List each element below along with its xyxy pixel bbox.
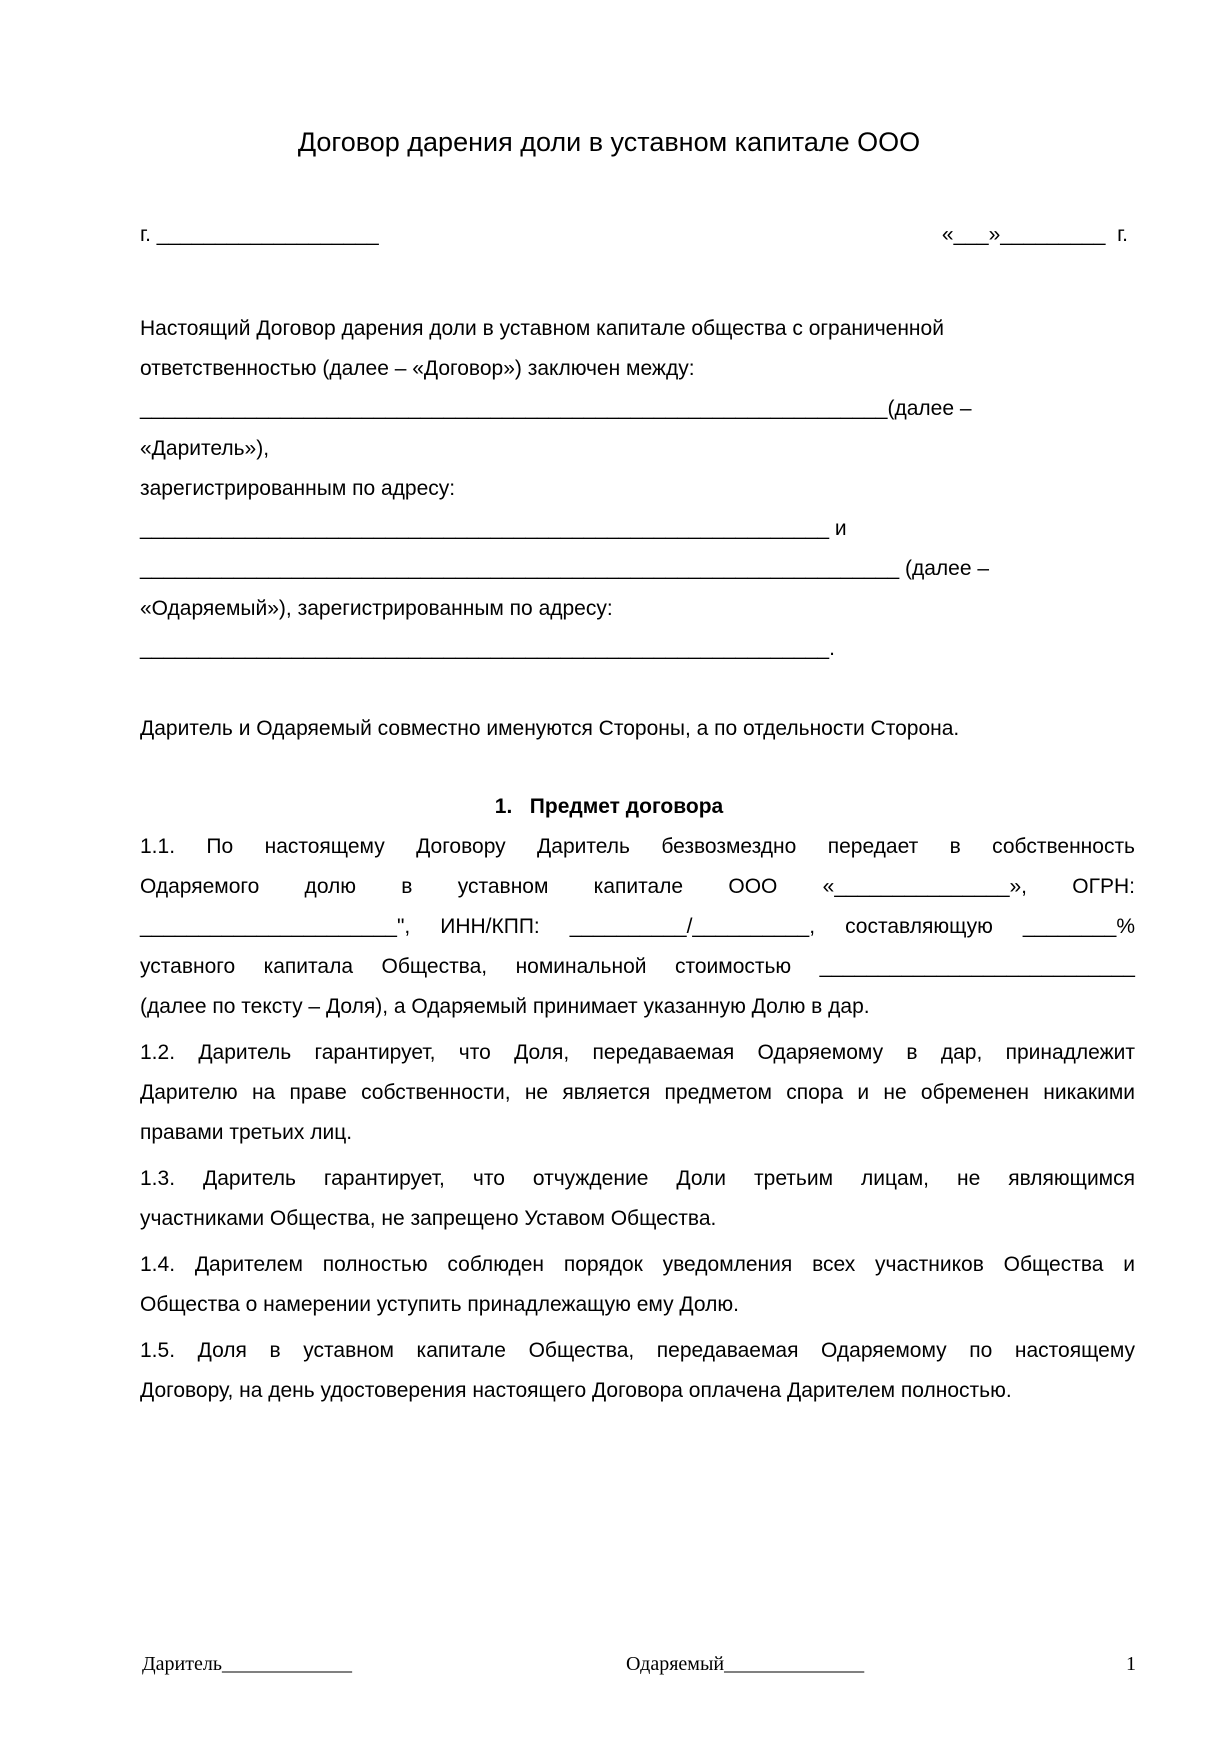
recipient-name-blank: _________________________________________________________________ (далее – xyxy=(140,557,990,580)
clause-1-4-line: 1.4. Дарителем полностью соблюден порядок уведомления всех участников Общества и xyxy=(140,1253,1135,1276)
clause-1-5-line: Договору, на день удостоверения настоящего Договора оплачена Дарителем полностью. xyxy=(140,1379,1012,1402)
donor-name-blank: ________________________________________________________________(далее – xyxy=(140,397,972,420)
intro-line: зарегистрированным по адресу: xyxy=(140,477,456,500)
city-line: г. ___________________ xyxy=(140,223,379,246)
intro-line: «Даритель»), xyxy=(140,437,270,460)
donor-signature-line: Даритель_____________ xyxy=(142,1653,352,1675)
intro-line: Настоящий Договор дарения доли в уставном капитале общества с ограниченной xyxy=(140,317,944,340)
document-title: Договор дарения доли в уставном капитале ООО xyxy=(297,127,921,157)
intro-line: ответственностью (далее – «Договор») заключен между: xyxy=(140,357,695,380)
clause-1-3-line: 1.3. Даритель гарантирует, что отчуждение Доли третьим лицам, не являющимся xyxy=(140,1167,1135,1190)
page-number: 1 xyxy=(1126,1653,1136,1675)
clause-1-4-line: Общества о намерении уступить принадлежащую ему Долю. xyxy=(140,1293,739,1316)
recipient-address-blank: ___________________________________________________________. xyxy=(140,637,835,660)
clause-1-1-line: ______________________", ИНН/КПП: __________/__________, составляющую ________% xyxy=(140,915,1135,938)
section-heading: 1. Предмет договора xyxy=(494,795,724,818)
clause-1-1-line: (далее по тексту – Доля), а Одаряемый принимает указанную Долю в дар. xyxy=(140,995,870,1018)
clause-1-3-line: участниками Общества, не запрещено Уставом Общества. xyxy=(140,1207,717,1230)
clause-1-2-line: правами третьих лиц. xyxy=(140,1121,353,1144)
clause-1-1-line: уставного капитала Общества, номинальной стоимостью ___________________________ xyxy=(140,955,1135,978)
clause-1-1-line: 1.1. По настоящему Договору Даритель безвозмездно передает в собственность xyxy=(140,835,1135,858)
donor-address-blank: ___________________________________________________________ и xyxy=(140,517,847,540)
clause-1-2-line: Дарителю на праве собственности, не является предметом спора и не обременен никакими xyxy=(140,1081,1135,1104)
clause-1-1-line: Одаряемого долю в уставном капитале ООО «_______________», ОГРН: xyxy=(140,875,1135,898)
parties-note: Даритель и Одаряемый совместно именуются Стороны, а по отдельности Сторона. xyxy=(140,717,960,740)
intro-line: «Одаряемый»), зарегистрированным по адресу: xyxy=(140,597,613,620)
date-line: «___»_________ г. xyxy=(941,223,1128,246)
clause-1-2-line: 1.2. Даритель гарантирует, что Доля, передаваемая Одаряемому в дар, принадлежит xyxy=(140,1041,1135,1064)
recipient-signature-line: Одаряемый______________ xyxy=(626,1653,865,1675)
clause-1-5-line: 1.5. Доля в уставном капитале Общества, передаваемая Одаряемому по настоящему xyxy=(140,1339,1135,1362)
